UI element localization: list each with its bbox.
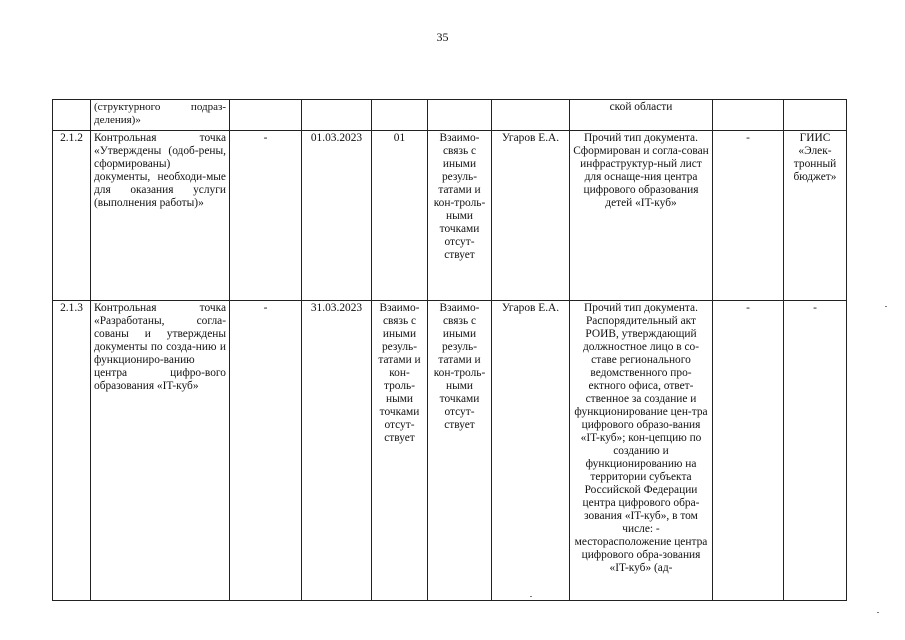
cell-succ: Взаимо-связь с иными резуль-татами и кон-троль-ными точками отсут-ствует bbox=[428, 131, 492, 301]
cell-system: - bbox=[784, 301, 847, 601]
cell-name: Контрольная точка «Утверждены (одоб-рены, сформированы) документы, необходи-мые для оказания услуги (выполнения работы)» bbox=[91, 131, 230, 301]
cell-num bbox=[53, 100, 91, 131]
scan-speck bbox=[885, 306, 887, 307]
table-row bbox=[53, 301, 847, 601]
cell-level: - bbox=[713, 131, 784, 301]
table-row-continuation bbox=[53, 100, 847, 131]
cell-name: Контрольная точка «Разработаны, согла-сованы и утверждены документы по созда-нию и функциониро-ванию центра цифро-вого образования «IT-куб» bbox=[91, 301, 230, 601]
cell-pred: Взаимо-связь с иными резуль-татами и кон-троль-ными точками отсут-ствует bbox=[372, 301, 428, 601]
cell-name: (структурного подраз-деления)» bbox=[91, 100, 230, 131]
cell-end: 31.03.2023 bbox=[302, 301, 372, 601]
scan-speck bbox=[530, 596, 532, 597]
plan-table bbox=[52, 99, 847, 601]
cell-resp bbox=[492, 100, 570, 131]
cell-start: - bbox=[230, 301, 302, 601]
cell-level: - bbox=[713, 301, 784, 601]
cell-start bbox=[230, 100, 302, 131]
cell-end: 01.03.2023 bbox=[302, 131, 372, 301]
scan-speck bbox=[877, 612, 879, 613]
cell-succ: Взаимо-связь с иными резуль-татами и кон-троль-ными точками отсут-ствует bbox=[428, 301, 492, 601]
cell-result: ской области bbox=[570, 100, 713, 131]
cell-resp: Угаров Е.А. bbox=[492, 301, 570, 601]
cell-num: 2.1.2 bbox=[53, 131, 91, 301]
cell-system bbox=[784, 100, 847, 131]
cell-level bbox=[713, 100, 784, 131]
cell-result: Прочий тип документа. Распорядительный акт РОИВ, утверждающий должностное лицо в со-ставе регионального ведомственного про-ектного офиса, ответ-ственное за создание и функционирование цен-тра цифрового образо-вания «IT-куб»; кон-цепцию по созданию и функционированию на территории субъекта Российской Федерации центра цифрового обра-зования «IT-куб», в том числе: - месторасположение центра цифрового обра-зования «IT-куб» (ад- bbox=[570, 301, 713, 601]
cell-start: - bbox=[230, 131, 302, 301]
cell-end bbox=[302, 100, 372, 131]
cell-resp: Угаров Е.А. bbox=[492, 131, 570, 301]
cell-pred bbox=[372, 100, 428, 131]
cell-result: Прочий тип документа. Сформирован и согла-сован инфраструктур-ный лист для оснаще-ния центра цифрового образования детей «IT-куб» bbox=[570, 131, 713, 301]
table-row bbox=[53, 131, 847, 301]
cell-system: ГИИС «Элек-тронный бюджет» bbox=[784, 131, 847, 301]
page-number: 35 bbox=[436, 30, 449, 44]
cell-pred: 01 bbox=[372, 131, 428, 301]
cell-num: 2.1.3 bbox=[53, 301, 91, 601]
cell-succ bbox=[428, 100, 492, 131]
